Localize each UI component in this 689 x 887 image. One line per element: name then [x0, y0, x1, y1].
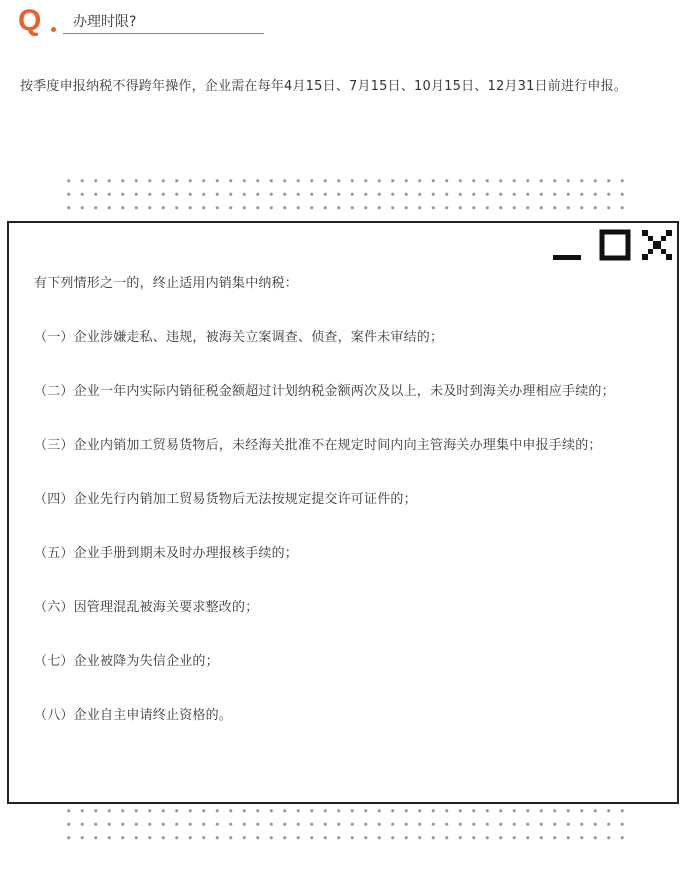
dot-pattern-bottom — [62, 804, 627, 842]
dot-pattern-top — [62, 174, 627, 212]
close-icon[interactable] — [641, 229, 673, 261]
title-underline — [63, 33, 264, 34]
minimize-icon[interactable] — [551, 229, 583, 261]
list-item: （一）企业涉嫌走私、违规，被海关立案调查、侦查，案件未审结的； — [34, 330, 444, 345]
q-logo: Q — [18, 4, 42, 37]
list-item: （三）企业内销加工贸易货物后，未经海关批准不在规定时间内向主管海关办理集中申报手续的； — [34, 438, 602, 453]
list-item: （六）因管理混乱被海关要求整改的； — [34, 600, 259, 615]
maximize-icon[interactable] — [599, 229, 631, 261]
content-lead: 有下列情形之一的，终止适用内销集中纳税： — [34, 276, 299, 291]
question-title: 办理时限? — [73, 14, 137, 30]
list-item: （四）企业先行内销加工贸易货物后无法按规定提交许可证件的； — [34, 492, 417, 507]
window-content — [34, 271, 654, 757]
question-header — [18, 6, 278, 36]
info-window — [7, 221, 679, 804]
list-item: （七）企业被降为失信企业的； — [34, 654, 219, 669]
list-item: （五）企业手册到期未及时办理报核手续的； — [34, 546, 299, 561]
list-item: （二）企业一年内实际内销征税金额超过计划纳税金额两次及以上，未及时到海关办理相应手续的； — [34, 384, 615, 399]
intro-paragraph: 按季度申报纳税不得跨年操作，企业需在每年4月15日、7月15日、10月15日、12月31日前进行申报。 — [20, 79, 627, 94]
q-dot-decoration — [51, 27, 56, 32]
list-item: （八）企业自主申请终止资格的。 — [34, 708, 233, 723]
